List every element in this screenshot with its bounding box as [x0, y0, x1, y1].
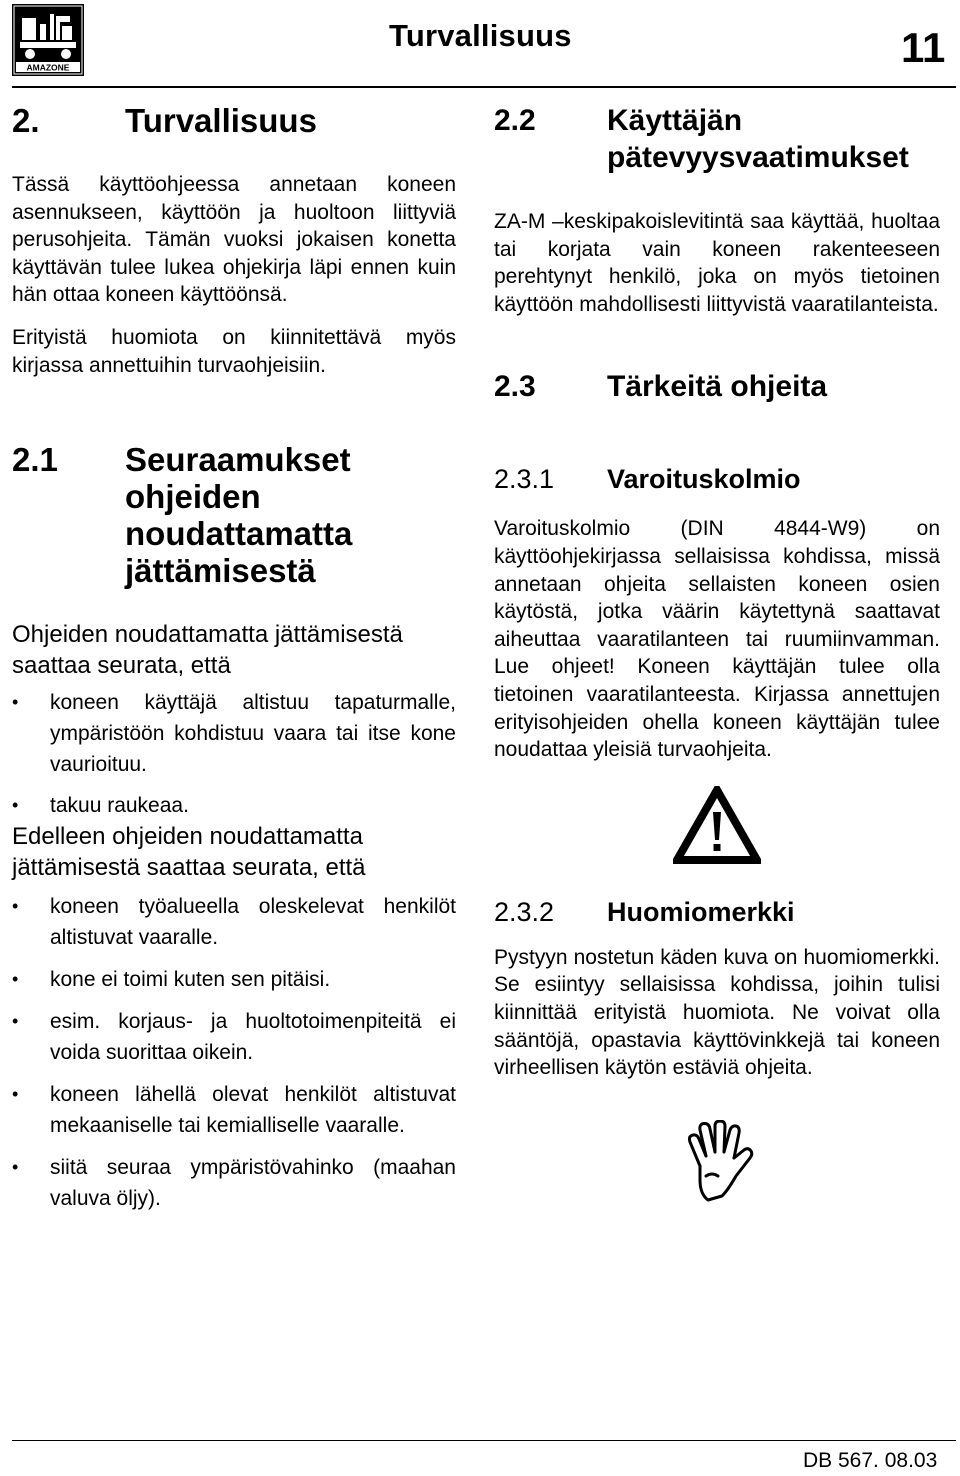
section-number: 2.3.1: [494, 464, 555, 495]
list-item: • siitä seuraa ympäristövahinko (maahan valuva öljy).: [12, 1152, 456, 1214]
section-heading-2-3-1: [494, 463, 940, 495]
section-title: Huomiomerkki: [607, 896, 795, 927]
warning-triangle-paragraph: Varoituskolmio (DIN 4844-W9) on käyttöohjekirjassa sellaisissa kohdissa, missä annetaan ohjeita sellaisten koneen osien käytöstä, jotka väärin käytettynä saattavat aiheuttaa vaaratilanteen tai ruumiinvamman. Lue ohjeet! Koneen käyttäjän tulee olla tietoinen vaaratilanteesta. Kirjassa annettujen erityisohjeiden ohella koneen käyttäjän tulee noudattaa yleisiä turvaohjeita.: [494, 517, 940, 762]
section-number: 2.3: [494, 370, 536, 404]
list-item: • kone ei toimi kuten sen pitäisi.: [12, 964, 456, 995]
right-column: [494, 100, 940, 1210]
list-item: • koneen käyttäjä altistuu tapaturmalle, ympäristöön kohdistuu vaara tai itse kone vaurioituu.: [12, 687, 456, 780]
consequence-list-1: [12, 687, 456, 821]
section-title: Tärkeitä ohjeita: [607, 370, 828, 404]
amazone-logo-icon: [12, 4, 84, 76]
warning-triangle-icon: [673, 786, 761, 864]
section-heading-2-3-2: [494, 896, 940, 928]
footer-rule: [12, 1440, 956, 1441]
lead-text-2: Edelleen ohjeiden noudattamatta jättämisestä saattaa seurata, että: [12, 823, 366, 882]
list-item: • esim. korjaus- ja huoltotoimenpiteitä ei voida suorittaa oikein.: [12, 1006, 456, 1068]
page-number: 11: [901, 24, 946, 71]
section-title: Käyttäjän pätevyysvaatimukset: [607, 104, 909, 174]
lead-text-1: Ohjeiden noudattamatta jättämisestä saattaa seurata, että: [12, 621, 403, 680]
section-number: 2.1: [12, 441, 58, 479]
section-title: Varoituskolmio: [607, 464, 801, 495]
raised-hand-icon: [678, 1120, 756, 1204]
consequence-list-2: [12, 891, 456, 1214]
section-heading-2-3: [494, 368, 940, 405]
intro-paragraph-1: Tässä käyttöohjeessa annetaan koneen asennukseen, käyttöön ja huoltoon liittyviä perusohjeita. Tämän vuoksi jokaisen konetta käyttävän tulee lukea ohjekirja läpi ennen kuin hän ottaa koneen käyttöönsä.: [12, 173, 456, 307]
warning-triangle-figure: [494, 786, 940, 886]
section-heading-2: [12, 102, 456, 139]
page-header-title: Turvallisuus: [389, 18, 572, 53]
document-code: DB 567. 08.03: [803, 1449, 938, 1472]
section-heading-2-1: [12, 441, 456, 589]
intro-paragraph-2: Erityistä huomiota on kiinnitettävä myös kirjassa annettuihin turvaohjeisiin.: [12, 325, 456, 377]
header-rule: [12, 86, 956, 88]
section-title: Turvallisuus: [125, 102, 317, 139]
section-heading-2-2: [494, 102, 940, 176]
attention-sign-paragraph: Pystyyn nostetun käden kuva on huomiomerkki. Se esiintyy sellaisissa kohdissa, joihin tulisi kiinnittää erityistä huomiota. Ne voivat olla sääntöjä, opastavia käyttövinkkejä tai koneen virheellisen käytön estäviä ohjeita.: [494, 945, 940, 1080]
section-number: 2.2: [494, 104, 536, 137]
raised-hand-figure: [494, 1120, 940, 1210]
section-number: 2.3.2: [494, 896, 555, 927]
logo-text: AMAZONE: [26, 62, 70, 73]
section-number: 2.: [12, 102, 40, 139]
list-item: • koneen työalueella oleskelevat henkilöt altistuvat vaaralle.: [12, 891, 456, 953]
section-title: Seuraamukset ohjeiden noudattamatta jättämisestä: [125, 441, 353, 590]
list-item: • koneen lähellä olevat henkilöt altistuvat mekaaniselle tai kemialliselle vaaralle.: [12, 1079, 456, 1141]
list-item: • takuu raukeaa.: [12, 790, 456, 821]
left-column: [12, 100, 456, 1214]
qualification-paragraph: ZA-M –keskipakoislevitintä saa käyttää, huoltaa tai korjata vain koneen rakenteeseen perehtynyt henkilö, joka on myös tietoinen käyttöön mahdollisesti liittyvistä vaaratilanteista.: [494, 210, 940, 316]
